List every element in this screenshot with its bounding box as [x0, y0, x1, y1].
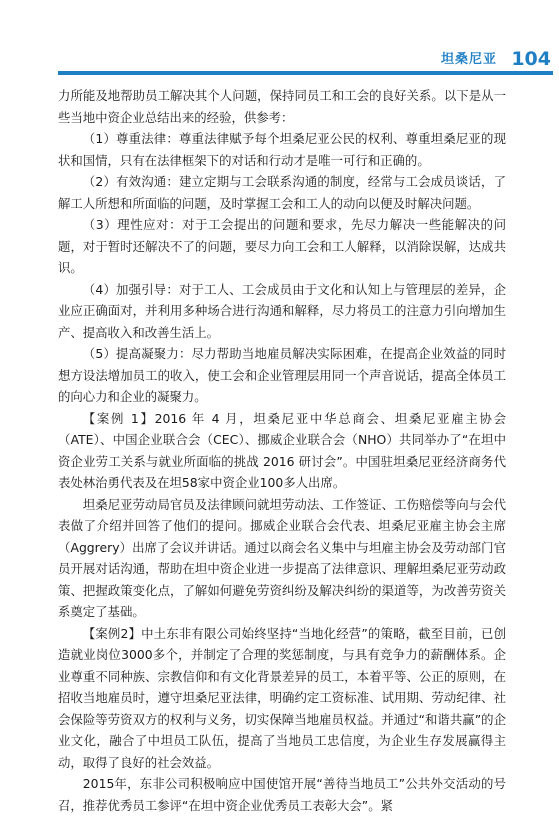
header-rule [58, 71, 553, 75]
page-header [0, 38, 559, 78]
paragraph: 2015年，东非公司积极响应中国使馆开展“善待当地员工”公共外交活动的号召，推荐优秀员工参评“在坦中资企业优秀员工表彰大会”。紧 [58, 776, 506, 813]
paragraph: （4）加强引导：对于工人、工会成员由于文化和认知上与管理层的差异，企业应正确面对，并利用多种场合进行沟通和解释，尽力将员工的注意力引向增加生产、提高收入和改善生活上。 [58, 281, 506, 340]
paragraph: （1）尊重法律：尊重法律赋予每个坦桑尼亚公民的权利、尊重坦桑尼亚的现状和国情，只有在法律框架下的对话和行动才是唯一可行和正确的。 [58, 131, 506, 168]
paragraph: （3）理性应对：对于工会提出的问题和要求，先尽力解决一些能解决的问题，对于暂时还解决不了的问题，要尽力向工会和工人解释，以消除误解，达成共识。 [58, 217, 506, 275]
paragraph: 坦桑尼亚劳动局官员及法律顾问就坦劳动法、工作签证、工伤赔偿等向与会代表做了介绍并回答了他们的提问。挪威企业联合会代表、坦桑尼亚雇主协会主席（Aggrery）出席了会议并讲话。通过以商会名义集中与坦雇主协会及劳动部门官员开展对话沟通，帮助在坦中资企业进一步提高了法律意识、理解坦桑尼亚劳动政策、把握政策变化点，了解如何避免劳资纠纷及解决纠纷的渠道等，为改善劳资关系奠定了基础。 [58, 496, 506, 619]
paragraph: 力所能及地帮助员工解决其个人问题，保持同员工和工会的良好关系。以下是从一些当地中资企业总结出来的经验，供参考： [58, 88, 506, 125]
paragraph: （2）有效沟通：建立定期与工会联系沟通的制度，经常与工会成员谈话，了解工人所想和所面临的问题，及时掌握工会和工人的动向以便及时解决问题。 [58, 174, 506, 211]
page-number: 104 [511, 48, 551, 70]
body-text [58, 85, 506, 816]
running-title: 坦桑尼亚 [440, 52, 497, 67]
case-paragraph: 【案例2】中土东非有限公司始终坚持“当地化经营”的策略，截至目前，已创造就业岗位3000多个，并制定了合理的奖惩制度，与具有竞争力的薪酬体系。企业尊重不同种族、宗教信仰和有文化背景差异的员工，本着平等、公正的原则，在招收当地雇员时，遵守坦桑尼亚法律，明确约定工资标准、试用期、劳动纪律、社会保险等劳资双方的权利与义务，切实保障当地雇员权益。并通过“和谐共赢”的企业文化，融合了中坦员工队伍，提高了当地员工忠信度，为企业生存发展赢得主动，取得了良好的社会效益。 [58, 625, 506, 770]
paragraph: （5）提高凝聚力：尽力帮助当地雇员解决实际困难，在提高企业效益的同时想方设法增加员工的收入，使工会和企业管理层用同一个声音说话，提高全体员工的向心力和企业的凝聚力。 [58, 346, 506, 404]
case-paragraph: 【案例 1】2016 年 4 月，坦桑尼亚中华总商会、坦桑尼亚雇主协会（ATE）、中国企业联合会（CEC）、挪威企业联合会（NHO）共同举办了“在坦中资企业劳工关系与就业所面临的挑战 2016 研讨会”。中国驻坦桑尼亚经济商务代表处林治勇代表及在坦58家中资企业100多人出席。 [58, 410, 506, 490]
